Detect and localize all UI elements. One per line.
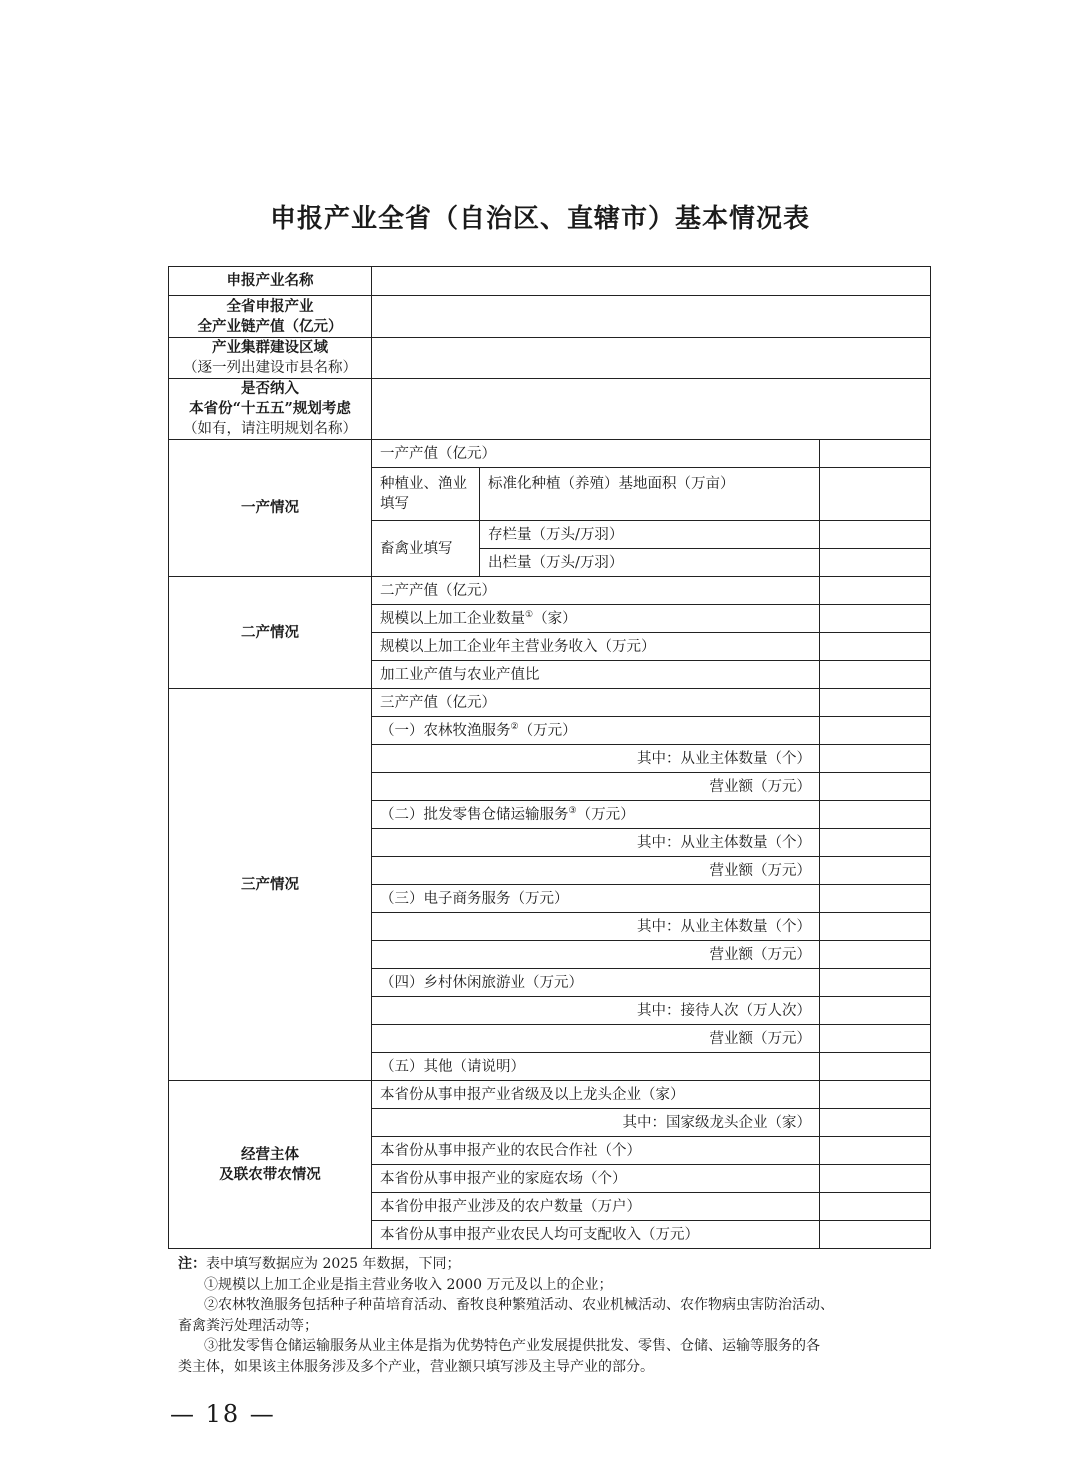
row-cooperatives: 本省份从事申报产业的农民合作社（个）	[372, 1137, 820, 1165]
page-number: — 18 —	[170, 1400, 276, 1428]
row-logistics-count: 其中：从业主体数量（个）	[372, 829, 820, 857]
input-households[interactable]	[820, 1193, 931, 1221]
row-agri-services: （一）农林牧渔服务②（万元）	[372, 717, 820, 745]
footnotes	[178, 1254, 928, 1377]
note-intro: 注：表中填写数据应为 2025 年数据，下同；	[178, 1256, 461, 1272]
note-2: ②农林牧渔服务包括种子种苗培育活动、畜牧良种繁殖活动、农业机械活动、农作物病虫害防治活动、	[204, 1297, 834, 1313]
input-logistics-revenue[interactable]	[820, 857, 931, 885]
note-3: ③批发零售仓储运输服务从业主体是指为优势特色产业发展提供批发、零售、仓储、运输等服务的各	[204, 1338, 820, 1354]
row-tourism-revenue: 营业额（万元）	[372, 1025, 820, 1053]
input-other-services[interactable]	[820, 1053, 931, 1081]
section-secondary: 二产情况	[169, 577, 372, 689]
section-tertiary: 三产情况	[169, 689, 372, 1081]
row-base-area: 标准化种植（养殖）基地面积（万亩）	[480, 468, 820, 521]
row-rural-tourism: （四）乡村休闲旅游业（万元）	[372, 969, 820, 997]
row-output-ratio: 加工业产值与农业产值比	[372, 661, 820, 689]
input-output-ratio[interactable]	[820, 661, 931, 689]
input-total-output[interactable]	[372, 296, 931, 338]
label-plan-inclusion: 是否纳入 本省份“十五五”规划考虑 （如有，请注明规划名称）	[169, 379, 372, 440]
input-leading-enterprises[interactable]	[820, 1081, 931, 1109]
input-primary-output[interactable]	[820, 440, 931, 468]
input-national-leaders[interactable]	[820, 1109, 931, 1137]
input-secondary-output[interactable]	[820, 577, 931, 605]
row-households: 本省份申报产业涉及的农户数量（万户）	[372, 1193, 820, 1221]
row-ecommerce: （三）电子商务服务（万元）	[372, 885, 820, 913]
input-family-farms[interactable]	[820, 1165, 931, 1193]
input-cooperatives[interactable]	[820, 1137, 931, 1165]
row-logistics: （二）批发零售仓储运输服务③（万元）	[372, 801, 820, 829]
input-processing-firms[interactable]	[820, 605, 931, 633]
row-other-services: （五）其他（请说明）	[372, 1053, 820, 1081]
row-farmer-income: 本省份从事申报产业农民人均可支配收入（万元）	[372, 1221, 820, 1249]
input-industry-name[interactable]	[372, 267, 931, 296]
input-rural-tourism[interactable]	[820, 969, 931, 997]
input-tourism-visits[interactable]	[820, 997, 931, 1025]
note-2-cont: 畜禽粪污处理活动等；	[178, 1317, 318, 1334]
row-tertiary-output: 三产产值（亿元）	[372, 689, 820, 717]
note-1: ①规模以上加工企业是指主营业务收入 2000 万元及以上的企业；	[204, 1276, 613, 1293]
label-livestock: 畜禽业填写	[372, 521, 480, 577]
input-ecommerce-count[interactable]	[820, 913, 931, 941]
row-logistics-revenue: 营业额（万元）	[372, 857, 820, 885]
input-base-area[interactable]	[820, 468, 931, 521]
note-3-cont: 类主体，如果该主体服务涉及多个产业，营业额只填写涉及主导产业的部分。	[178, 1358, 654, 1375]
section-primary: 一产情况	[169, 440, 372, 577]
input-agri-services-revenue[interactable]	[820, 773, 931, 801]
row-family-farms: 本省份从事申报产业的家庭农场（个）	[372, 1165, 820, 1193]
row-tourism-visits: 其中：接待人次（万人次）	[372, 997, 820, 1025]
input-tertiary-output[interactable]	[820, 689, 931, 717]
input-agri-services-count[interactable]	[820, 745, 931, 773]
input-farmer-income[interactable]	[820, 1221, 931, 1249]
input-processing-revenue[interactable]	[820, 633, 931, 661]
row-processing-revenue: 规模以上加工企业年主营业务收入（万元）	[372, 633, 820, 661]
page-title: 申报产业全省（自治区、直辖市）基本情况表	[269, 204, 810, 234]
input-ecommerce[interactable]	[820, 885, 931, 913]
row-ecommerce-revenue: 营业额（万元）	[372, 941, 820, 969]
input-agri-services[interactable]	[820, 717, 931, 745]
row-national-leaders: 其中：国家级龙头企业（家）	[372, 1109, 820, 1137]
row-stock: 存栏量（万头/万羽）	[480, 521, 820, 549]
input-stock[interactable]	[820, 521, 931, 549]
row-secondary-output: 二产产值（亿元）	[372, 577, 820, 605]
input-logistics-count[interactable]	[820, 829, 931, 857]
row-slaughter: 出栏量（万头/万羽）	[480, 549, 820, 577]
info-table	[168, 266, 931, 1249]
input-ecommerce-revenue[interactable]	[820, 941, 931, 969]
section-operators: 经营主体 及联农带农情况	[169, 1081, 372, 1249]
row-leading-enterprises: 本省份从事申报产业省级及以上龙头企业（家）	[372, 1081, 820, 1109]
label-cluster-area: 产业集群建设区域 （逐一列出建设市县名称）	[169, 338, 372, 379]
row-agri-services-count: 其中：从业主体数量（个）	[372, 745, 820, 773]
input-logistics[interactable]	[820, 801, 931, 829]
row-agri-services-revenue: 营业额（万元）	[372, 773, 820, 801]
input-tourism-revenue[interactable]	[820, 1025, 931, 1053]
label-total-output: 全省申报产业 全产业链产值（亿元）	[169, 296, 372, 338]
label-planting: 种植业、渔业填写	[372, 468, 480, 521]
row-ecommerce-count: 其中：从业主体数量（个）	[372, 913, 820, 941]
label-industry-name: 申报产业名称	[169, 267, 372, 296]
input-slaughter[interactable]	[820, 549, 931, 577]
input-plan-inclusion[interactable]	[372, 379, 931, 440]
row-primary-output: 一产产值（亿元）	[372, 440, 820, 468]
input-cluster-area[interactable]	[372, 338, 931, 379]
row-processing-firms: 规模以上加工企业数量①（家）	[372, 605, 820, 633]
